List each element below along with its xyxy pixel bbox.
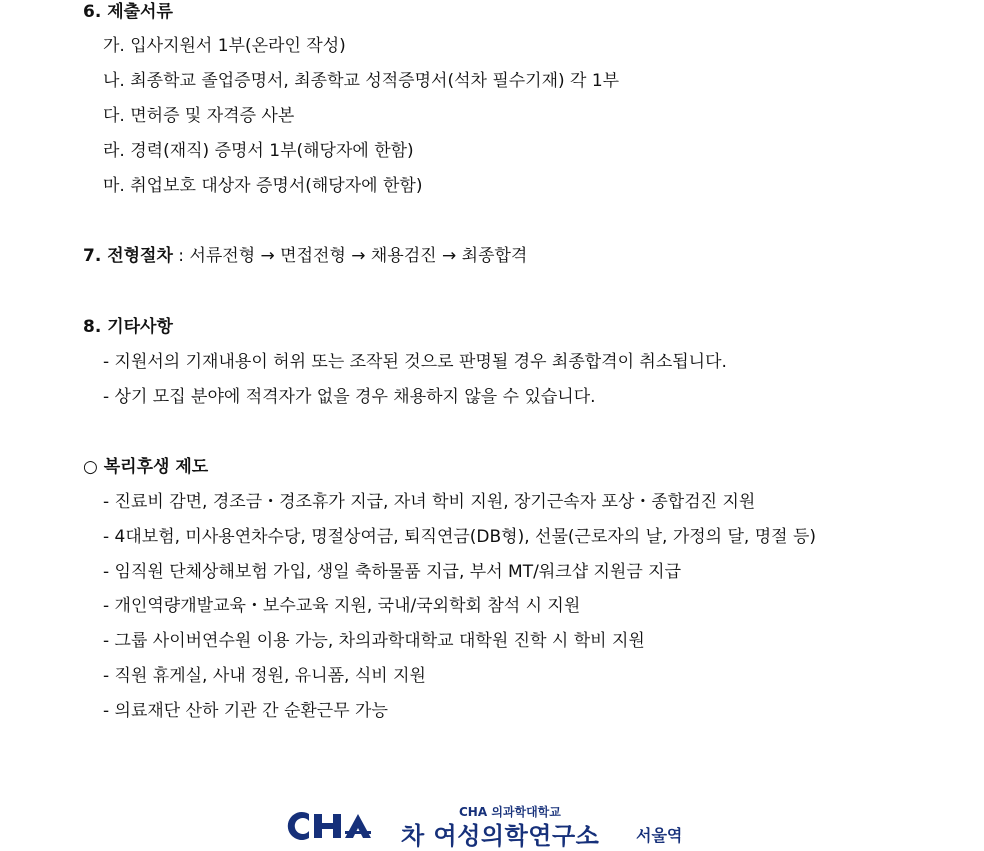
logo-location: 서울역	[636, 826, 683, 845]
list-item: - 지원서의 기재내용이 허위 또는 조작된 것으로 판명될 경우 최종합격이 취소됩니다.	[103, 352, 727, 372]
list-item: - 개인역량개발교육・보수교육 지원, 국내/국외학회 참석 시 지원	[103, 596, 581, 616]
section-heading-etc: 8. 기타사항	[83, 317, 173, 337]
section-heading-documents: 6. 제출서류	[83, 2, 173, 22]
list-item: 나. 최종학교 졸업증명서, 최종학교 성적증명서(석차 필수기재) 각 1부	[103, 71, 620, 91]
list-item: - 진료비 감면, 경조금・경조휴가 지급, 자녀 학비 지원, 장기근속자 포상・종합검진 지원	[103, 492, 756, 512]
list-item: - 그룹 사이버연수원 이용 가능, 차의과학대학교 대학원 진학 시 학비 지원	[103, 631, 645, 651]
list-item: - 임직원 단체상해보험 가입, 생일 축하물품 지급, 부서 MT/워크샵 지원금 지급	[103, 562, 681, 582]
list-item: 다. 면허증 및 자격증 사본	[103, 106, 295, 126]
footer-logo	[283, 800, 703, 848]
section-heading-process: 7. 전형절차	[83, 246, 173, 266]
process-steps: : 서류전형 → 면접전형 → 채용검진 → 최종합격	[172, 246, 528, 266]
list-item: 가. 입사지원서 1부(온라인 작성)	[103, 36, 346, 56]
list-item: 라. 경력(재직) 증명서 1부(해당자에 한함)	[103, 141, 414, 161]
list-item: - 의료재단 산하 기관 간 순환근무 가능	[103, 701, 388, 721]
cha-logo-mark	[283, 810, 383, 842]
list-item: - 상기 모집 분야에 적격자가 없을 경우 채용하지 않을 수 있습니다.	[103, 387, 596, 407]
list-item: - 4대보험, 미사용연차수당, 명절상여금, 퇴직연금(DB형), 선물(근로자의 날, 가정의 달, 명절 등)	[103, 527, 817, 547]
list-item: 마. 취업보호 대상자 증명서(해당자에 한함)	[103, 176, 423, 196]
logo-subtitle: CHA 의과학대학교	[459, 805, 561, 819]
section-process	[83, 244, 527, 268]
list-item: - 직원 휴게실, 사내 정원, 유니폼, 식비 지원	[103, 666, 426, 686]
logo-name: 차 여성의학연구소	[401, 822, 600, 850]
section-heading-welfare: ○ 복리후생 제도	[83, 457, 209, 477]
